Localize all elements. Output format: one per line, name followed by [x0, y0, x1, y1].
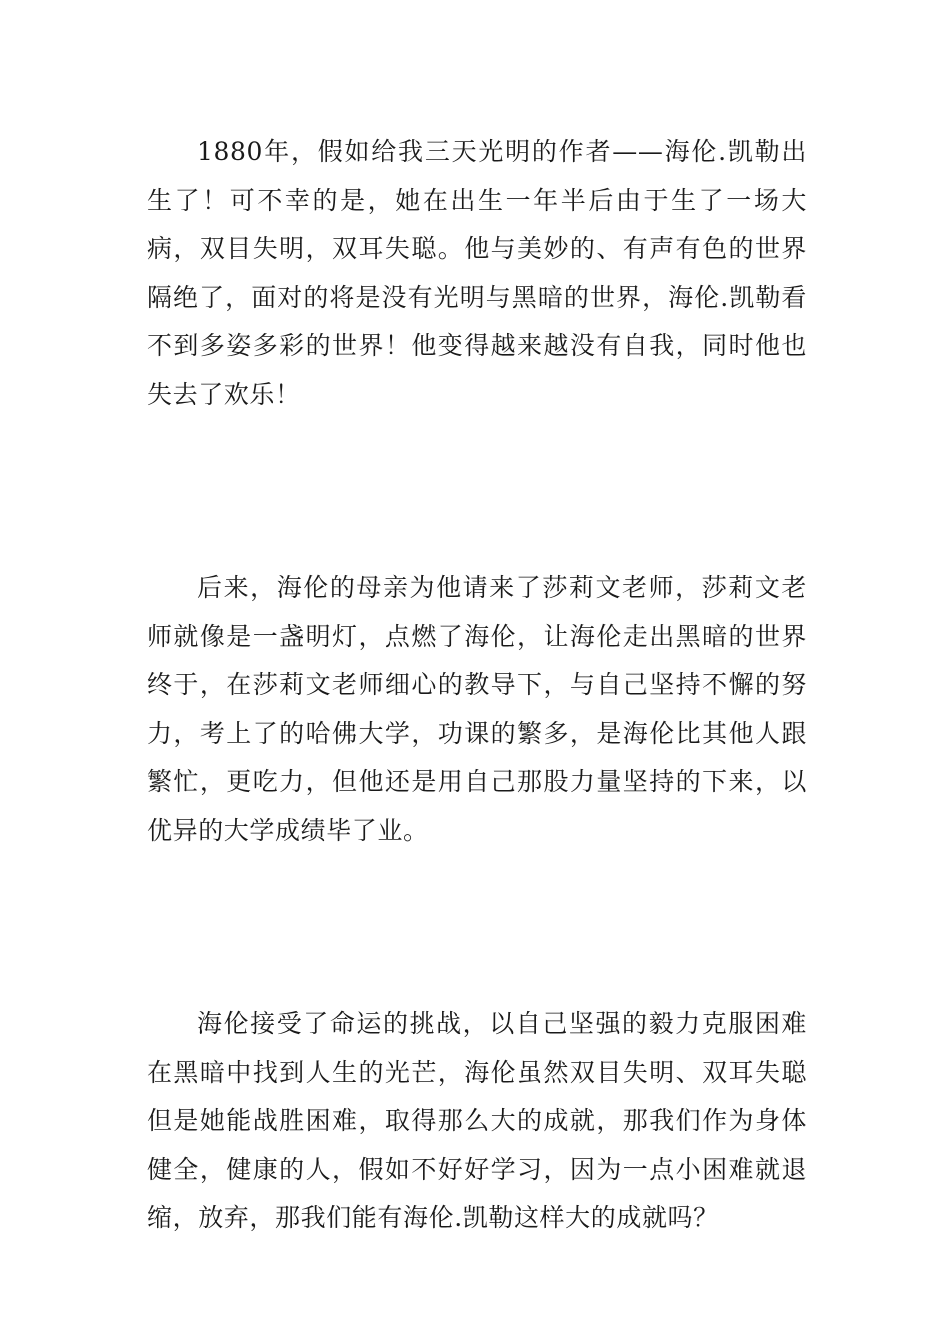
paragraph-2: 后来，海伦的母亲为他请来了莎莉文老师，莎莉文老师就像是一盏明灯，点燃了海伦，让海伦走出黑暗的世界终于，在莎莉文老师细心的教导下，与自己坚持不懈的努力，考上了的哈佛大学，功课的繁多，是海伦比其他人跟繁忙，更吃力，但他还是用自己那股力量坚持的下来，以优异的大学成绩毕了业。 — [147, 573, 807, 845]
paragraph-1: 1880年，假如给我三天光明的作者——海伦.凯勒出生了！可不幸的是，她在出生一年半后由于生了一场大病，双目失明，双耳失聪。他与美妙的、有声有色的世界隔绝了，面对的将是没有光明与黑暗的世界，海伦.凯勒看不到多姿多彩的世界！他变得越来越没有自我，同时他也失去了欢乐！ — [147, 137, 807, 409]
document-body — [147, 128, 807, 1243]
paragraph-3: 海伦接受了命运的挑战，以自己坚强的毅力克服困难在黑暗中找到人生的光芒，海伦虽然双目失明、双耳失聪但是她能战胜困难，取得那么大的成就，那我们作为身体健全，健康的人，假如不好好学习，因为一点小困难就退缩，放弃，那我们能有海伦.凯勒这样大的成就吗？ — [147, 1009, 807, 1232]
